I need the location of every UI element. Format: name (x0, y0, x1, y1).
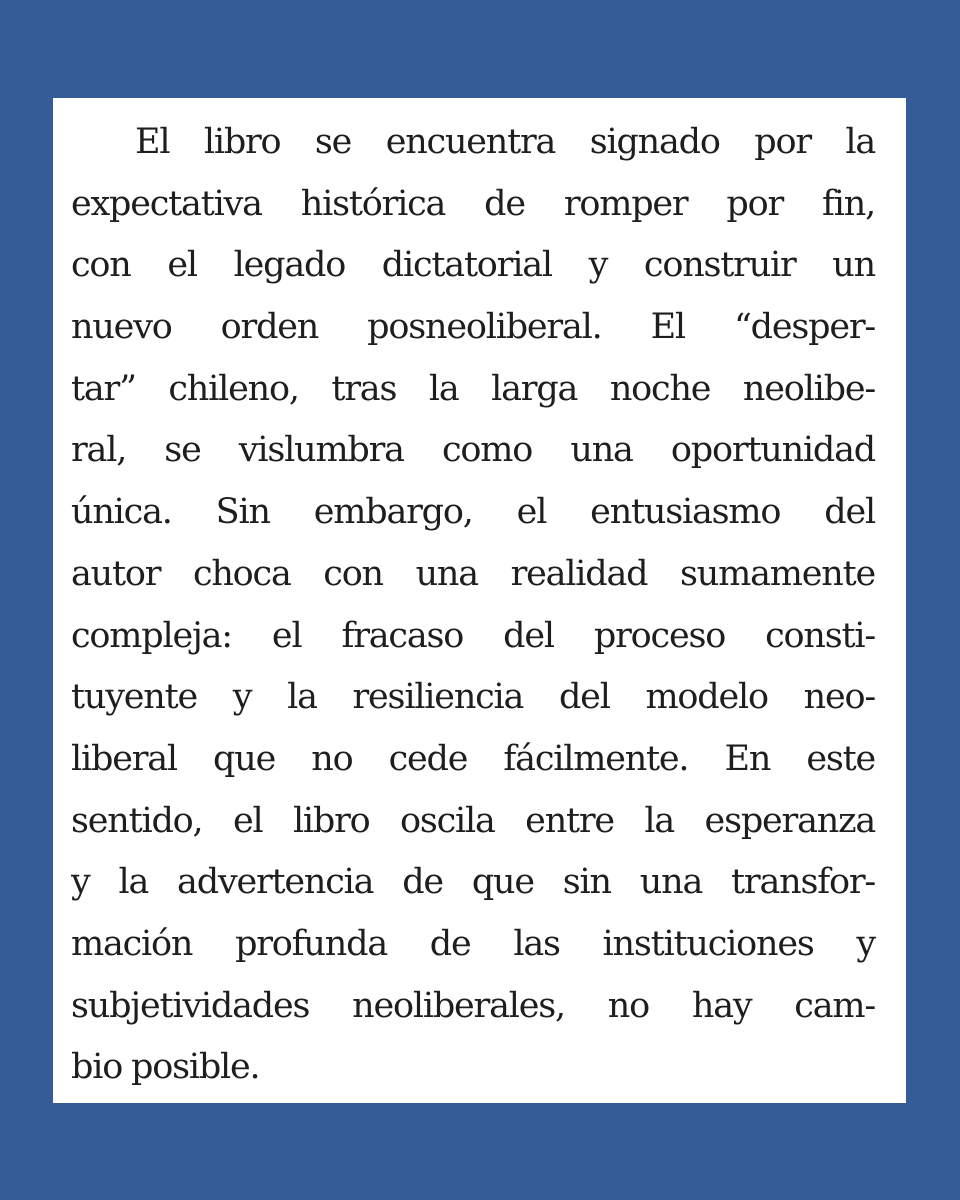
paragraph-line: liberal que no cede fácilmente. En este (71, 738, 875, 779)
text-page (53, 98, 906, 1103)
paragraph-line: autor choca con una realidad sumamente (71, 553, 875, 594)
paragraph-line: expectativa histórica de romper por fin, (71, 183, 875, 224)
paragraph-line: nuevo orden posneoliberal. El “desper- (71, 307, 875, 348)
paragraph-line: sentido, el libro oscila entre la esperanza (71, 800, 875, 841)
paragraph-line: bio posible. (71, 1047, 260, 1088)
paragraph-line: y la advertencia de que sin una transfor- (71, 862, 875, 903)
paragraph-line: subjetividades neoliberales, no hay cam- (71, 985, 875, 1026)
paragraph-line: única. Sin embargo, el entusiasmo del (71, 492, 875, 533)
paragraph-line: mación profunda de las instituciones y (71, 923, 875, 964)
paragraph-line: tar” chileno, tras la larga noche neolibe- (71, 368, 875, 409)
paragraph (71, 112, 875, 1099)
paragraph-line: con el legado dictatorial y construir un (71, 245, 875, 286)
paragraph-line: El libro se encuentra signado por la (135, 122, 875, 162)
paragraph-line: tuyente y la resiliencia del modelo neo- (71, 677, 875, 718)
paragraph-line: compleja: el fracaso del proceso consti- (71, 615, 875, 656)
paragraph-line: ral, se vislumbra como una oportunidad (71, 430, 875, 471)
